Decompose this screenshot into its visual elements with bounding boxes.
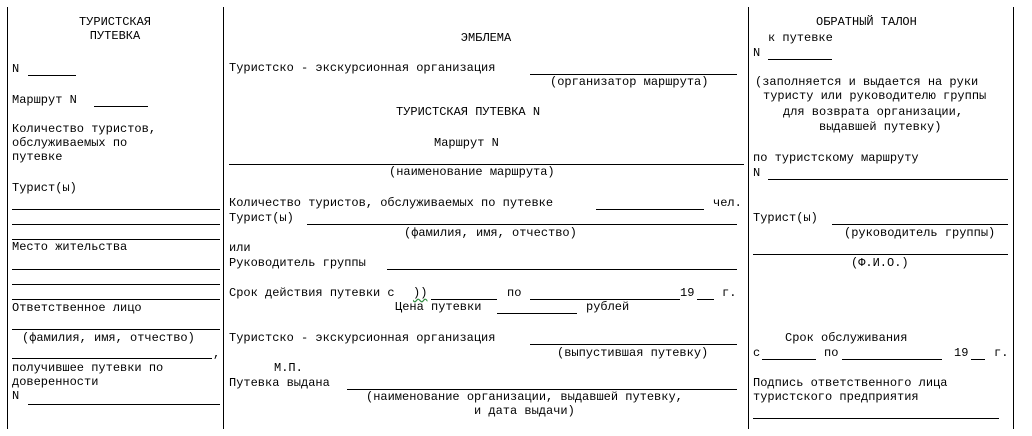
right-signature-field[interactable] [753, 418, 999, 419]
right-title: ОБРАТНЫЙ ТАЛОН [816, 15, 917, 29]
right-year-field[interactable] [971, 359, 985, 360]
center-route-caption: (наименование маршрута) [389, 165, 555, 179]
right-signature-line2: туристского предприятия [753, 390, 919, 404]
center-validity-label: Срок действия путевки с [229, 286, 395, 300]
left-number-field[interactable] [28, 75, 76, 76]
left-residence-field-1[interactable] [12, 269, 220, 270]
left-responsible-label: Ответственное лицо [12, 301, 142, 315]
left-received-line2: доверенности [12, 375, 99, 389]
left-count-line3: путевке [12, 150, 63, 164]
center-fio-caption: (фамилия, имя, отчество) [404, 226, 577, 240]
right-number-label: N [753, 46, 761, 60]
center-org-caption: (организатор маршрута) [550, 75, 709, 89]
right-service-label: Срок обслуживания [785, 331, 908, 345]
right-year-prefix: 19 [954, 346, 969, 360]
left-fio-caption: (фамилия, имя, отчество) [22, 331, 195, 345]
center-route-label: Маршрут N [434, 136, 499, 150]
left-power-of-attorney-field[interactable] [28, 404, 220, 405]
left-residence-field-2[interactable] [12, 284, 220, 285]
left-residence-field-3[interactable] [12, 299, 220, 300]
center-emblem: ЭМБЛЕМА [460, 31, 512, 45]
column-divider-2 [748, 7, 749, 429]
left-route-label: Маршрут N [12, 93, 77, 107]
left-tourist-label: Турист(ы) [12, 181, 77, 195]
right-tourist-label: Турист(ы) [753, 211, 818, 225]
center-issued-caption-line1: (наименование организации, выдавшей путевку, [366, 390, 683, 404]
right-year-suffix: г. [994, 346, 1009, 360]
left-received-line1: получившее путевки по [12, 361, 164, 375]
column-divider-1 [223, 7, 224, 429]
right-note-line1: (заполняется и выдается на руки [755, 75, 979, 89]
column-divider-right [1013, 7, 1014, 429]
right-route-label: по туристскому маршруту [753, 151, 919, 165]
center-persons-unit: чел. [713, 196, 742, 210]
center-price-label: Цена путевки [395, 300, 482, 314]
left-number2-label: N [12, 389, 20, 403]
center-issued-label: Путевка выдана [229, 376, 330, 390]
center-year-suffix: г. [722, 286, 737, 300]
center-tourist-label: Турист(ы) [229, 211, 294, 225]
left-comma: , [213, 347, 221, 361]
center-voucher-title: ТУРИСТСКАЯ ПУТЕВКА N [396, 105, 541, 119]
right-signature-line1: Подпись ответственного лица [753, 376, 948, 390]
right-number-field[interactable] [768, 59, 832, 60]
right-to-voucher: к путевке [768, 31, 833, 45]
left-tourist-field-1[interactable] [12, 209, 220, 210]
left-number-label: N [12, 62, 20, 76]
right-number2-label: N [753, 166, 761, 180]
center-validity-to-label: по [507, 286, 522, 300]
center-year-field[interactable] [697, 299, 714, 300]
left-count-line1: Количество туристов, [12, 122, 157, 136]
center-issued-caption-line2: и дата выдачи) [474, 404, 575, 418]
center-validity-paren: )) [413, 286, 428, 300]
left-residence-label: Место жительства [12, 240, 128, 254]
center-issuer-field[interactable] [530, 344, 737, 345]
left-title-line2: ПУТЕВКА [89, 29, 141, 43]
right-to-label: по [824, 346, 839, 360]
center-count-label: Количество туристов, обслуживаемых по путевке [229, 196, 554, 210]
center-tourist-field[interactable] [307, 224, 737, 225]
center-leader-field[interactable] [387, 269, 737, 270]
right-note-line3: для возврата организации, [783, 105, 964, 119]
right-from-field[interactable] [762, 359, 816, 360]
center-price-unit: рублей [586, 300, 630, 314]
left-count-line2: обслуживаемых по [12, 136, 128, 150]
left-responsible-field[interactable] [12, 329, 220, 330]
center-price-field[interactable] [497, 313, 577, 314]
center-issuer-caption: (выпустившая путевку) [557, 346, 709, 360]
center-or-label: или [229, 241, 251, 255]
center-issuer-label: Туристско - экскурсионная организация [229, 331, 496, 345]
left-responsible-field-2[interactable] [12, 358, 212, 359]
center-count-field[interactable] [596, 209, 704, 210]
center-leader-label: Руководитель группы [229, 256, 366, 270]
center-stamp: М.П. [274, 361, 303, 375]
right-tourist-field[interactable] [832, 224, 1008, 225]
right-fio-caption: (Ф.И.О.) [851, 256, 909, 270]
left-title-line1: ТУРИСТСКАЯ [78, 15, 151, 29]
center-org-label: Туристско - экскурсионная организация [229, 61, 496, 75]
right-route-field[interactable] [768, 179, 1008, 180]
left-route-field[interactable] [94, 106, 148, 107]
right-from-label: с [753, 346, 761, 360]
column-divider-left [7, 7, 8, 429]
right-note-line4: выдавшей путевку) [819, 120, 942, 134]
left-tourist-field-2[interactable] [12, 224, 220, 225]
right-leader-caption: (руководитель группы) [844, 226, 996, 240]
right-fio-field[interactable] [753, 254, 1008, 255]
right-note-line2: туристу или руководителю группы [763, 89, 987, 103]
right-to-field[interactable] [842, 359, 942, 360]
center-year-prefix: 19 [680, 286, 695, 300]
